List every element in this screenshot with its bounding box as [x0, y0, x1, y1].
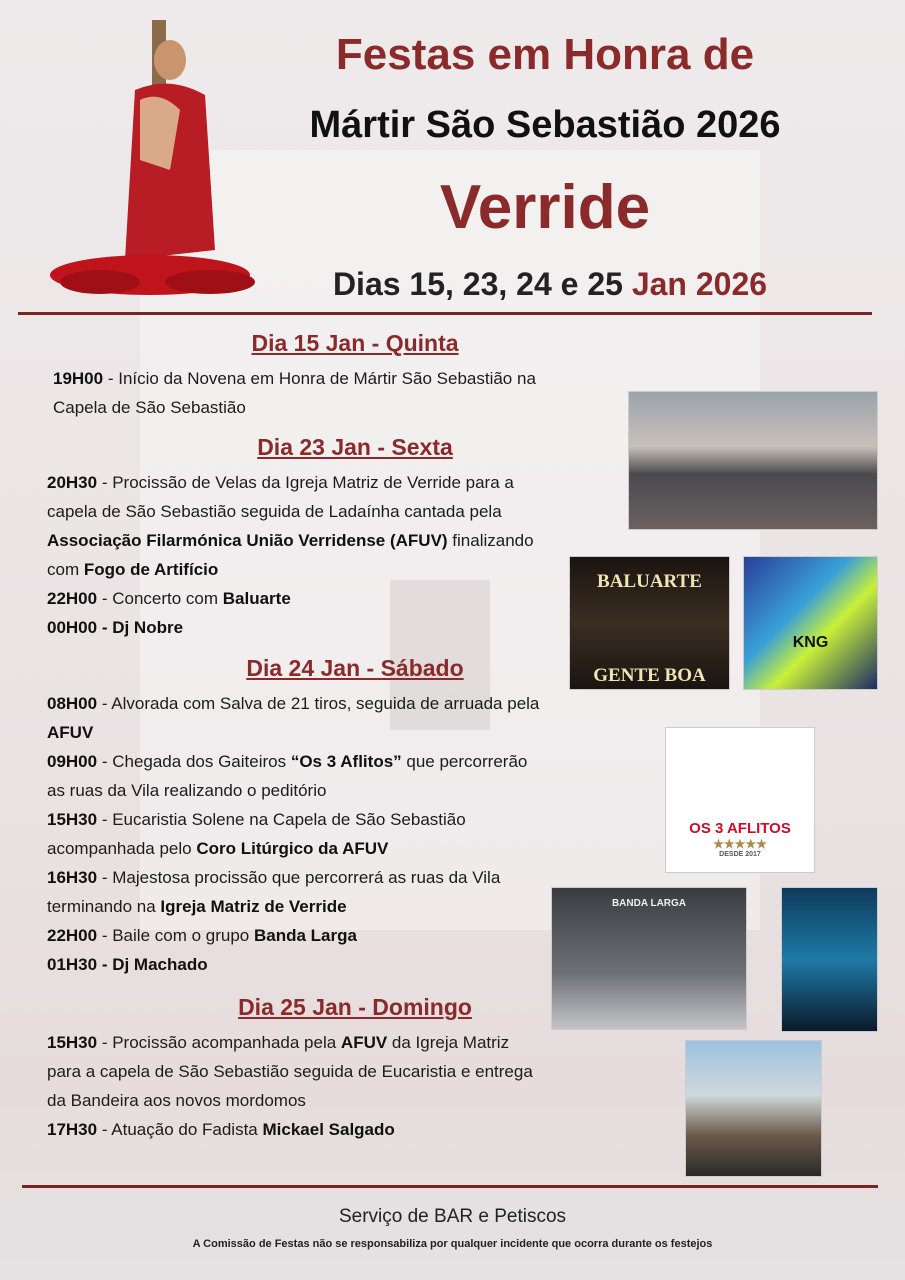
highlight-text: Associação Filarmónica União Verridense (AFUV) [47, 531, 448, 550]
day-heading: Dia 24 Jan - Sábado [246, 655, 464, 681]
highlight-text: Coro Litúrgico da AFUV [196, 839, 389, 858]
schedule-text: - Majestosa procissão que percorrerá as ruas da Vila [97, 868, 501, 887]
top-divider [18, 312, 872, 315]
os-3-aflitos-photo [665, 727, 815, 873]
highlight-text: 01H30 - Dj Machado [47, 955, 208, 974]
schedule-text: - Eucaristia Solene na Capela de São Sebastião [97, 810, 466, 829]
dates-days: Dias 15, 23, 24 e 25 [332, 266, 632, 302]
schedule-text: com [47, 560, 84, 579]
filarmonica-band-photo [628, 391, 878, 530]
schedule-text: - Chegada dos Gaiteiros [97, 752, 291, 771]
schedule-text: Capela de São Sebastião [53, 398, 246, 417]
schedule-text: - Alvorada com Salva de 21 tiros, seguida de arruada pela [97, 694, 540, 713]
schedule-lines [0, 1028, 720, 1144]
title-martir: Mártir São Sebastião 2026 [309, 104, 781, 146]
aflitos-stars: ★★★★★ [713, 837, 767, 851]
disclaimer-text: A Comissão de Festas não se responsabiliza por qualquer incidente que ocorra durante os festejos [192, 1238, 713, 1250]
schedule-text: acompanhada pelo [47, 839, 197, 858]
schedule-line [47, 747, 720, 776]
highlight-text: AFUV [340, 1033, 388, 1052]
highlight-text: “Os 3 Aflitos” [290, 752, 402, 771]
highlight-text: AFUV [47, 723, 94, 742]
schedule-text: - Atuação do Fadista [97, 1120, 263, 1139]
schedule-line [47, 1086, 720, 1115]
highlight-text: Baluarte [222, 589, 291, 608]
schedule-text: capela de São Sebastião seguida de Ladaínha cantada pela [47, 502, 502, 521]
highlight-text: Mickael Salgado [262, 1120, 395, 1139]
highlight-text: 00H00 - Dj Nobre [47, 618, 184, 637]
schedule-text: as ruas da Vila realizando o peditório [47, 781, 327, 800]
day-section [0, 325, 720, 422]
schedule-line [53, 364, 720, 393]
schedule-text: da Igreja Matriz [387, 1033, 510, 1052]
schedule-text: finalizando [447, 531, 534, 550]
baluarte-label: BALUARTE [597, 571, 702, 592]
dates-month-year: Jan 2026 [631, 266, 768, 302]
baluarte-photo [569, 556, 730, 690]
highlight-text: Igreja Matriz de Verride [160, 897, 347, 916]
schedule-line [47, 1057, 720, 1086]
schedule-text: para a capela de São Sebastião seguida de Eucaristia e entrega [47, 1062, 533, 1081]
highlight-text: 15H30 [47, 1033, 98, 1052]
schedule-line [53, 393, 720, 422]
schedule-line [47, 468, 720, 497]
aflitos-since-label: DESDE 2017 [719, 851, 761, 858]
title-verride: Verride [439, 173, 651, 242]
schedule-line [47, 497, 720, 526]
banda-larga-label: BANDA LARGA [611, 898, 687, 909]
schedule-line [47, 1028, 720, 1057]
dj-nobre-photo [743, 556, 878, 690]
schedule-text: terminando na [47, 897, 161, 916]
schedule-text: - Procissão de Velas da Igreja Matriz de Verride para a [97, 473, 514, 492]
fadista-photo [685, 1040, 822, 1177]
gente-boa-label: GENTE BOA [593, 665, 706, 686]
day-heading: Dia 25 Jan - Domingo [238, 994, 472, 1020]
day-heading: Dia 23 Jan - Sexta [257, 434, 453, 460]
schedule-line [47, 1115, 720, 1144]
title-festas: Festas em Honra de [335, 30, 755, 79]
highlight-text: 16H30 [47, 868, 98, 887]
schedule-line [47, 805, 720, 834]
schedule-text: - Início da Novena em Honra de Mártir São Sebastião na [103, 369, 536, 388]
dj-shirt-label: KNG [792, 634, 829, 651]
schedule-text: - Concerto com [97, 589, 223, 608]
highlight-text: 22H00 [47, 926, 98, 945]
highlight-text: Banda Larga [253, 926, 357, 945]
schedule-text: da Bandeira aos novos mordomos [47, 1091, 306, 1110]
bottom-divider [22, 1185, 878, 1188]
highlight-text: 22H00 [47, 589, 98, 608]
highlight-text: 09H00 [47, 752, 98, 771]
dj-machado-photo [781, 887, 878, 1032]
schedule-line [47, 526, 720, 555]
banda-larga-photo [551, 887, 747, 1030]
schedule-line [47, 718, 720, 747]
schedule-line [47, 834, 720, 863]
bar-service-text: Serviço de BAR e Petiscos [338, 1206, 567, 1227]
highlight-text: 15H30 [47, 810, 98, 829]
highlight-text: 08H00 [47, 694, 98, 713]
event-dates [190, 266, 905, 303]
schedule-line [47, 776, 720, 805]
highlight-text: 19H00 [53, 369, 104, 388]
schedule-lines [0, 364, 720, 422]
schedule-text: - Baile com o grupo [97, 926, 254, 945]
schedule-line [47, 689, 720, 718]
schedule-text: - Procissão acompanhada pela [97, 1033, 341, 1052]
highlight-text: 17H30 [47, 1120, 98, 1139]
highlight-text: 20H30 [47, 473, 98, 492]
schedule-text: que percorrerão [401, 752, 528, 771]
aflitos-label: OS 3 AFLITOS [689, 820, 791, 837]
day-heading: Dia 15 Jan - Quinta [251, 330, 459, 356]
highlight-text: Fogo de Artifício [83, 560, 219, 579]
